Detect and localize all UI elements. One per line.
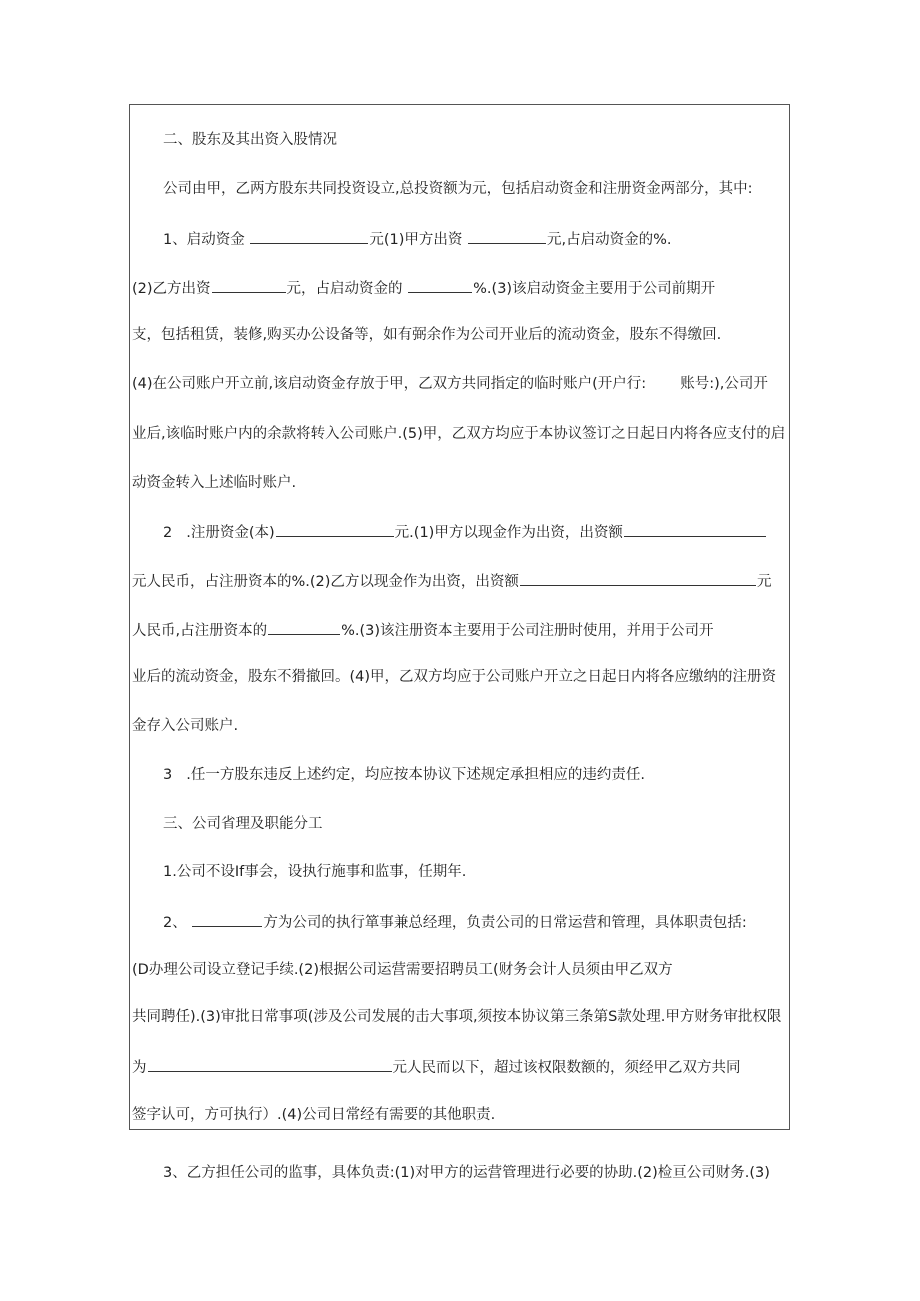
paragraph-line: 共同聘任).(3)审批日常事项(涉及公司发展的击大事项,须按本协议第三条第S款处理.甲方财务审批权限 <box>132 1009 782 1025</box>
paragraph-line: 3 .任一方股东违反上述约定，均应按本协议下述规定承担相应的违约责任. <box>163 767 645 783</box>
blank-field[interactable] <box>148 1057 392 1072</box>
blank-field[interactable] <box>520 571 756 586</box>
paragraph-line: 支，包括租赁，装修,购买办公设备等，如有弼余作为公司开业后的流动资金，股东不得缴回. <box>132 327 722 343</box>
blank-field[interactable] <box>250 229 368 244</box>
blank-field[interactable] <box>268 620 340 635</box>
paragraph-line: 2、 方为公司的执行箪事兼总经理，负责公司的日常运营和管理，具体职责包括: <box>163 912 747 932</box>
paragraph-line: 元人民币，占注册资本的%.(2)乙方以现金作为出资，出资额 元 <box>132 571 771 591</box>
blank-field[interactable] <box>192 912 262 927</box>
paragraph-line: (4)在公司账户开立前,该启动资金存放于甲，乙双方共同指定的临时账户(开户行: 账号:),公司开 <box>132 376 768 392</box>
paragraph-line: 签字认可，方可执行）.(4)公司日常经有需要的其他职责. <box>132 1107 496 1123</box>
paragraph-line: 业后的流动资金，股东不猾撤回。(4)甲，乙双方均应于公司账户开立之日起日内将各应缴纳的注册资 <box>132 669 777 685</box>
section-heading-management: 三、公司省理及职能分工 <box>163 816 323 832</box>
paragraph-line: 2 .注册资金(本) 元.(1)甲方以现金作为出资，出资额 <box>163 522 767 542</box>
paragraph-line: 1、启动资金 元(1)甲方出资 元,占启动资金的%. <box>163 229 672 249</box>
blank-field[interactable] <box>468 229 546 244</box>
blank-field[interactable] <box>624 522 766 537</box>
paragraph-line: 1.公司不设If事会，设执行施事和监事，任期年. <box>163 864 467 880</box>
paragraph-line: 为 元人民而以下，超过该权限数额的，须经甲乙双方共同 <box>132 1057 741 1077</box>
blank-field[interactable] <box>212 278 286 293</box>
paragraph-line: (D办理公司设立登记手续.(2)根据公司运营需要招聘员工(财务会计人员须由甲乙双方 <box>132 962 673 978</box>
paragraph-line: (2)乙方出资 元，占启动资金的 %.(3)该启动资金主要用于公司前期开 <box>132 278 715 298</box>
blank-field[interactable] <box>408 278 472 293</box>
paragraph-line: 业后,该临时账户内的余款将转入公司账户.(5)甲，乙双方均应于本协议签订之日起日内将各应支付的启 <box>132 426 786 442</box>
section-heading-shareholders: 二、股东及其出资入股情况 <box>163 132 337 148</box>
paragraph-line: 动资金转入上述临时账户. <box>132 475 297 491</box>
paragraph-line: 3、乙方担任公司的监事，具体负责:(1)对甲方的运营管理进行必要的协助.(2)检亘公司财务.(3) <box>163 1165 770 1181</box>
blank-field[interactable] <box>276 522 394 537</box>
paragraph-line: 人民币,占注册资本的 %.(3)该注册资本主要用于公司注册时使用，并用于公司开 <box>132 620 714 640</box>
paragraph-line: 公司由甲，乙两方股东共同投资设立,总投资额为元，包括启动资金和注册资金两部分，其中: <box>163 181 753 197</box>
paragraph-line: 金存入公司账户. <box>132 718 239 734</box>
